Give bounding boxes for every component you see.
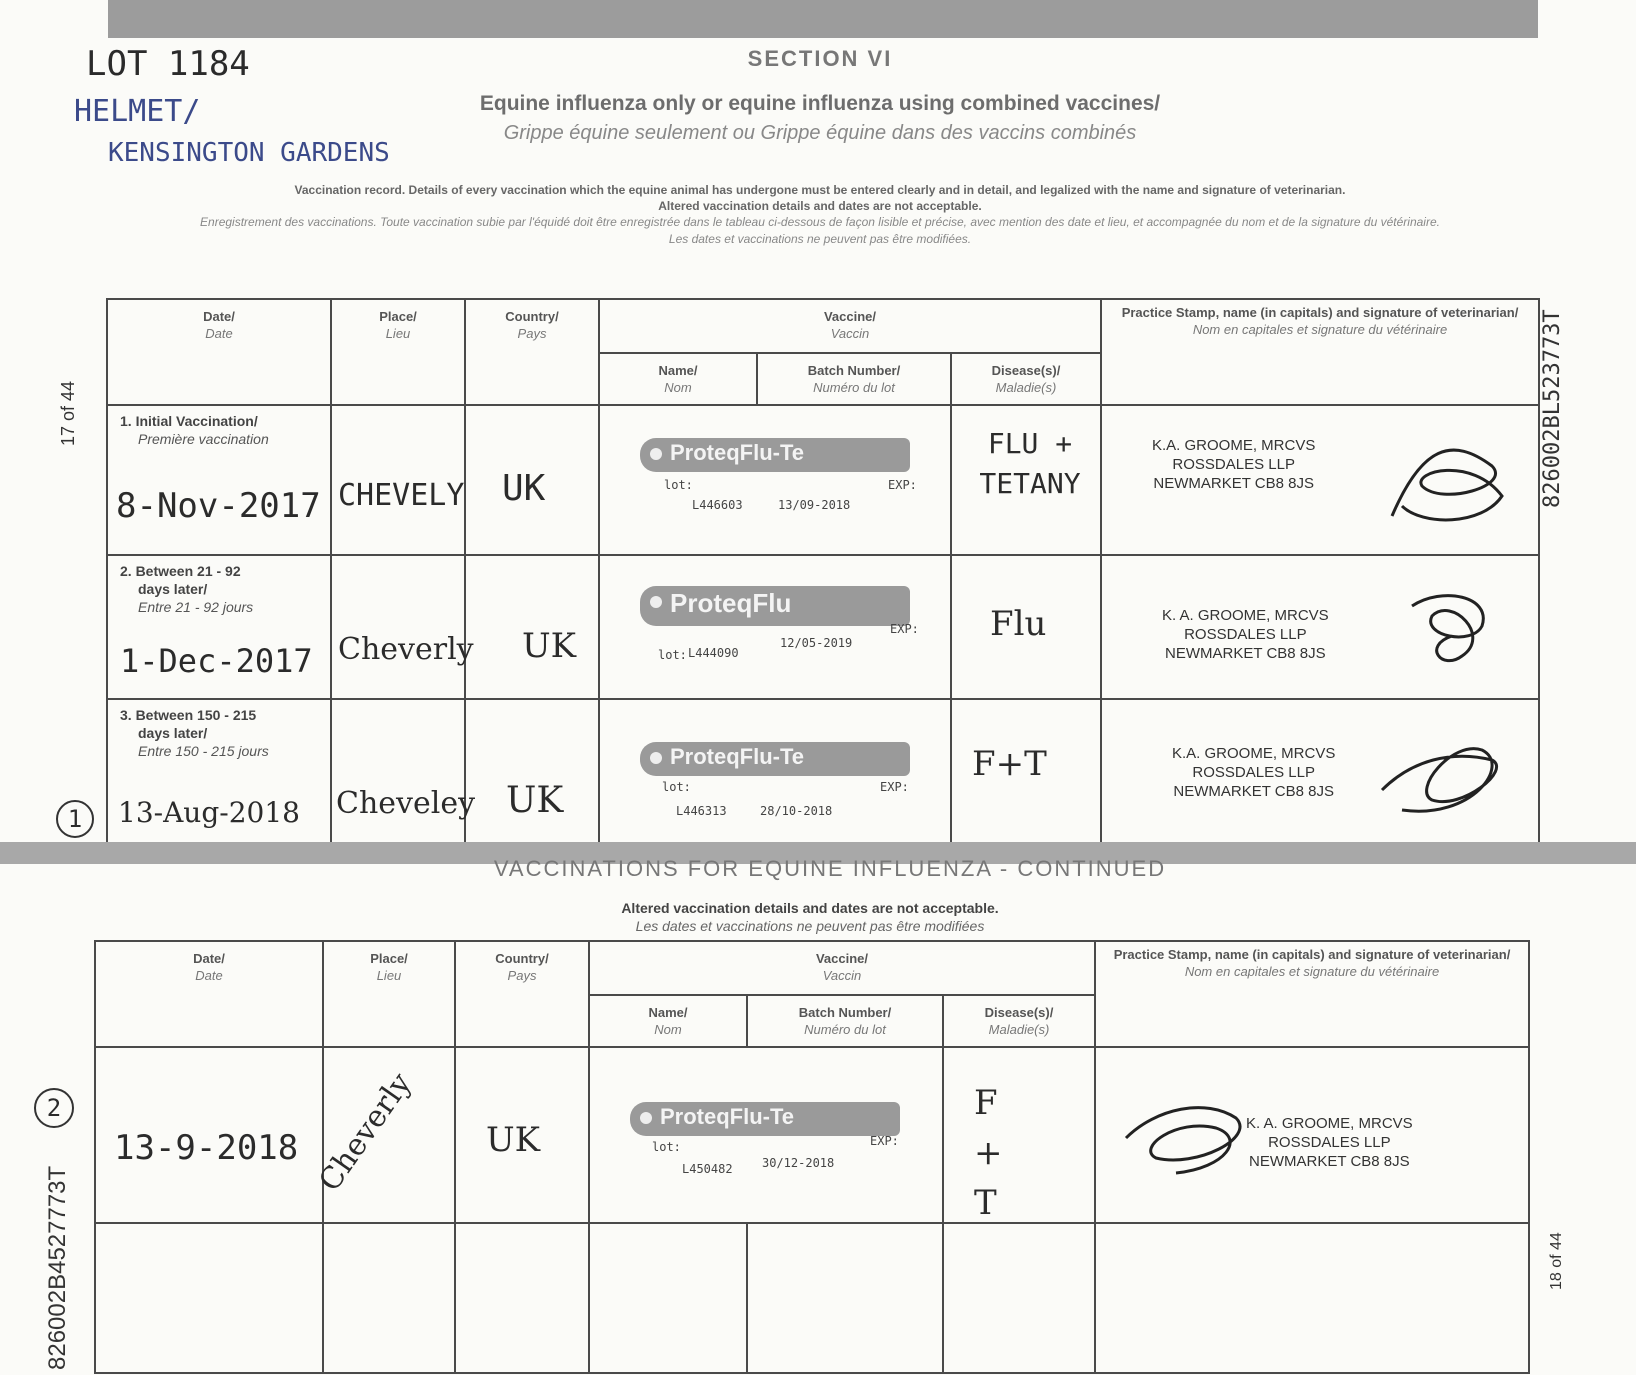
expiry-label: EXP: (880, 780, 909, 794)
col-stamp: Practice Stamp, name (in capitals) and signature of veterinarian/ Nom en capitales et signature du vétérinaire (1101, 299, 1539, 405)
top-header-band (108, 0, 1538, 38)
disease-value: FLU + TETANY (979, 427, 1081, 500)
instructions-fr: Enregistrement des vaccinations. Toute vaccination subie par l'équidé doit être enregistrée dans le tableau ci-dessous de façon lisible et précise, avec mention des date et lieu, et accompagnée du nom et de la signature du vétérinaire. Les dates et vaccinations ne peuvent pas être modifiées. (200, 215, 1440, 246)
title-en: Equine influenza only or equine influenza using combined vaccines/ (479, 92, 1161, 115)
vet-signature (1372, 720, 1522, 830)
expiry-date: 28/10-2018 (760, 804, 833, 818)
lot-number: L446603 (692, 498, 743, 512)
col-date: Date/ Date (107, 299, 331, 405)
stamp-cell (1095, 1047, 1529, 1223)
vet-signature (1392, 576, 1512, 676)
vaccine-sticker: ProteqFlu-Te (640, 438, 910, 472)
lot-prefix: lot: (652, 1140, 681, 1154)
stamp-cell (1101, 555, 1539, 699)
col-name: Name/ Nom (599, 353, 757, 405)
country-cell (465, 699, 599, 849)
disease-cell (951, 555, 1101, 699)
col-disease: Disease(s)/ Maladie(s) (951, 353, 1101, 405)
col-name: Name/ Nom (589, 995, 747, 1047)
disease-cell (943, 1047, 1095, 1223)
circled-number: 1 (56, 800, 94, 838)
place-cell (331, 405, 465, 555)
table-row (95, 1223, 1529, 1373)
place-value: Cheveley (336, 786, 476, 821)
col-disease: Disease(s)/ Maladie(s) (943, 995, 1095, 1047)
col-place: Place/ Lieu (331, 299, 465, 405)
country-value: UK (502, 468, 546, 509)
lot-number: L446313 (676, 804, 727, 818)
place-value: CHEVELY (338, 478, 465, 513)
lot-prefix: lot: (658, 648, 687, 662)
vaccine-label-cell (599, 699, 951, 849)
place-value: Cheverly (338, 632, 474, 667)
date-value: 13-Aug-2018 (118, 796, 300, 829)
place-value: Cheverly (312, 1066, 419, 1198)
expiry-date: 12/05-2019 (780, 636, 853, 650)
expiry-label: EXP: (870, 1134, 899, 1148)
altered-notice-fr: Les dates et vaccinations ne peuvent pas être modifiées (635, 918, 985, 934)
vaccine-sticker: ProteqFlu-Te (640, 742, 910, 776)
col-vaccine: Vaccine/ Vaccin (589, 941, 1095, 995)
vet-signature (1116, 1088, 1266, 1188)
horse-name-annotation: HELMET/ (74, 94, 201, 129)
country-value: UK (522, 626, 577, 666)
expiry-label: EXP: (888, 478, 917, 492)
vet-stamp: K.A. GROOME, MRCVS ROSSDALES LLP NEWMARKET CB8 8JS (1172, 745, 1336, 800)
date-value: 13-9-2018 (114, 1128, 299, 1168)
circled-number: 2 (34, 1088, 74, 1128)
passport-number-left: 826002B4527773T (44, 1165, 71, 1370)
altered-notice-en: Altered vaccination details and dates are not acceptable. (621, 900, 999, 916)
col-batch: Batch Number/ Numéro du lot (747, 995, 943, 1047)
vaccine-label-cell (599, 555, 951, 699)
table-row (107, 699, 1539, 849)
place-cell (331, 555, 474, 699)
stamp-cell (1101, 699, 1539, 849)
passport-number-right: 826002BL523773T (1540, 309, 1565, 508)
expiry-date: 13/09-2018 (778, 498, 851, 512)
vaccination-table-1 (106, 298, 1540, 850)
col-date: Date/ Date (95, 941, 323, 1047)
lot-annotation: LOT 1184 (86, 44, 250, 84)
instructions-en: Vaccination record. Details of every vaccination which the equine animal has undergone must be entered clearly and in detail, and legalized with the name and signature of veterinarian. Altered vaccination details and dates are not acceptable. (294, 183, 1346, 213)
table-row (107, 555, 1539, 699)
lot-number: L444090 (688, 646, 739, 660)
country-cell (455, 1047, 589, 1223)
country-value: UK (486, 1120, 541, 1160)
vaccine-sticker: ProteqFlu (640, 586, 910, 626)
disease-cell (951, 405, 1101, 555)
section-title: SECTION VI (747, 46, 893, 71)
vet-stamp: K. A. GROOME, MRCVS ROSSDALES LLP NEWMARKET CB8 8JS (1246, 1115, 1413, 1170)
expiry-label: EXP: (890, 622, 919, 636)
col-country: Country/ Pays (465, 299, 599, 405)
col-batch: Batch Number/ Numéro du lot (757, 353, 951, 405)
vaccine-sticker: ProteqFlu-Te (630, 1102, 900, 1136)
lot-prefix: lot: (662, 780, 691, 794)
date-cell (95, 1047, 323, 1223)
disease-value: F + T (974, 1083, 1003, 1223)
lot-prefix: lot: (664, 478, 693, 492)
date-cell: 1. Initial Vaccination/ Première vaccination 8-Nov-2017 (107, 405, 331, 555)
expiry-date: 30/12-2018 (762, 1156, 835, 1170)
date-value: 8-Nov-2017 (116, 486, 321, 526)
col-country: Country/ Pays (455, 941, 589, 1047)
country-cell (465, 555, 599, 699)
lot-number: L450482 (682, 1162, 733, 1176)
vet-stamp: K.A. GROOME, MRCVS ROSSDALES LLP NEWMARKET CB8 8JS (1152, 437, 1316, 492)
vaccine-label-cell (589, 1047, 943, 1223)
col-stamp: Practice Stamp, name (in capitals) and signature of veterinarian/ Nom en capitales et signature du vétérinaire (1095, 941, 1529, 1047)
table-row (107, 405, 1539, 555)
dam-annotation: KENSINGTON GARDENS (108, 138, 390, 168)
page-number-right: 18 of 44 (1548, 1232, 1565, 1290)
vaccination-table-2 (94, 940, 1530, 1374)
disease-value: Flu (990, 604, 1047, 644)
table-row (95, 1047, 1529, 1223)
page-number-left: 17 of 44 (58, 380, 78, 446)
col-place: Place/ Lieu (323, 941, 455, 1047)
country-value: UK (506, 780, 564, 821)
place-cell (331, 699, 476, 849)
col-vaccine: Vaccine/ Vaccin (599, 299, 1101, 353)
vaccine-label-cell (599, 405, 951, 555)
disease-value: F+T (972, 744, 1047, 784)
date-value: 1-Dec-2017 (120, 642, 313, 680)
disease-cell (951, 699, 1101, 849)
continued-title: VACCINATIONS FOR EQUINE INFLUENZA - CONTINUED (493, 856, 1167, 881)
stamp-cell (1101, 405, 1539, 555)
place-cell (312, 1047, 455, 1223)
date-cell: 2. Between 21 - 92 days later/ Entre 21 - 92 jours 1-Dec-2017 (107, 555, 331, 699)
title-fr: Grippe équine seulement ou Grippe équine dans des vaccins combinés (503, 122, 1137, 144)
vet-stamp: K. A. GROOME, MRCVS ROSSDALES LLP NEWMARKET CB8 8JS (1162, 607, 1329, 662)
date-cell: 3. Between 150 - 215 days later/ Entre 150 - 215 jours 13-Aug-2018 (107, 699, 331, 849)
country-cell (465, 405, 599, 555)
vet-signature (1382, 426, 1522, 536)
